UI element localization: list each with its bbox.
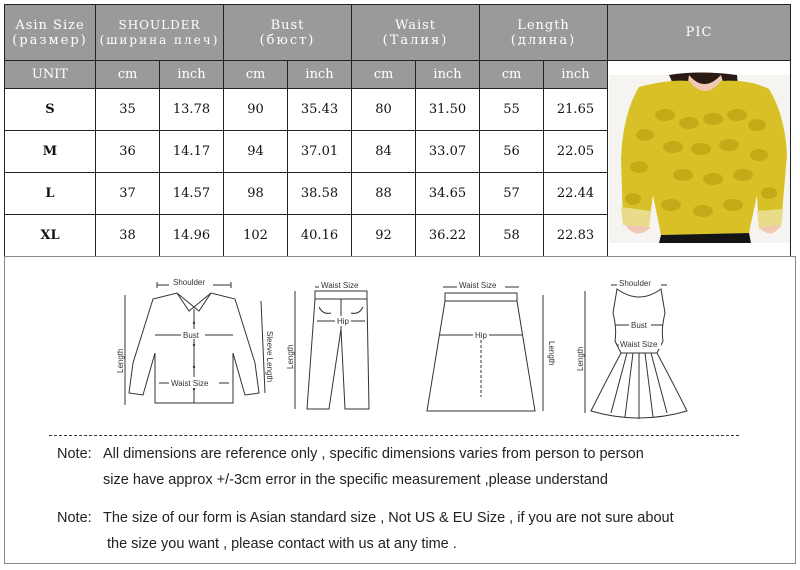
measurement-cell: 57 xyxy=(480,173,544,215)
header-length: Length (длина) xyxy=(480,5,608,61)
skirt-waist-label: Waist Size xyxy=(459,281,497,290)
measurement-cell: 88 xyxy=(352,173,416,215)
measurement-cell: 22.83 xyxy=(544,215,608,257)
shirt-sleeve-label: Sleeve Length xyxy=(265,331,274,383)
skirt-hip-label: Hip xyxy=(475,331,488,340)
shirt-shoulder-label: Shoulder xyxy=(173,278,206,287)
measurement-cell: 36 xyxy=(96,131,160,173)
size-label: XL xyxy=(5,215,96,257)
dress-shoulder-label: Shoulder xyxy=(619,279,652,288)
shirt-length-label: Length xyxy=(116,348,125,373)
skirt-diagram xyxy=(419,277,559,417)
dashed-divider xyxy=(49,435,739,436)
measurement-cell: 80 xyxy=(352,89,416,131)
measurement-cell: 38 xyxy=(96,215,160,257)
product-photo xyxy=(609,75,790,243)
shirt-diagram xyxy=(116,273,274,413)
measurement-cell: 34.65 xyxy=(416,173,480,215)
measurement-cell: 33.07 xyxy=(416,131,480,173)
measurement-cell: 58 xyxy=(480,215,544,257)
skirt-length-label: Length xyxy=(547,341,556,366)
measurement-cell: 14.96 xyxy=(160,215,224,257)
measurement-cell: 14.57 xyxy=(160,173,224,215)
note-2 xyxy=(57,509,674,527)
note-2-label: Note: xyxy=(57,510,92,526)
size-label: M xyxy=(5,131,96,173)
unit-cell: inch xyxy=(288,61,352,89)
measurement-cell: 14.17 xyxy=(160,131,224,173)
dress-length-label: Length xyxy=(576,346,585,371)
measurement-cell: 31.50 xyxy=(416,89,480,131)
unit-cell: inch xyxy=(544,61,608,89)
unit-cell: cm xyxy=(96,61,160,89)
yellow-blouse-image xyxy=(609,75,790,243)
dress-diagram xyxy=(577,273,697,423)
measurement-diagram-panel xyxy=(4,256,796,564)
note-1-line-1: All dimensions are reference only , specific dimensions varies from person to person xyxy=(103,446,644,462)
measurement-cell: 84 xyxy=(352,131,416,173)
header-waist: Waist (Талия) xyxy=(352,5,480,61)
unit-cell: cm xyxy=(224,61,288,89)
unit-cell: inch xyxy=(160,61,224,89)
measurement-cell: 22.44 xyxy=(544,173,608,215)
measurement-cell: 37 xyxy=(96,173,160,215)
measurement-cell: 55 xyxy=(480,89,544,131)
note-2-line-2: the size you want , please contact with us at any time . xyxy=(107,536,457,552)
size-chart-table xyxy=(4,4,791,257)
shirt-bust-label: Bust xyxy=(183,331,200,340)
pants-waist-label: Waist Size xyxy=(321,281,359,290)
measurement-cell: 40.16 xyxy=(288,215,352,257)
header-shoulder: SHOULDER (ширина плеч) xyxy=(96,5,224,61)
pants-diagram xyxy=(287,277,382,417)
measurement-cell: 35.43 xyxy=(288,89,352,131)
dress-bust-label: Bust xyxy=(631,321,648,330)
unit-cell: cm xyxy=(352,61,416,89)
measurement-cell: 13.78 xyxy=(160,89,224,131)
note-1 xyxy=(57,445,644,463)
header-size: Asin Size (размер) xyxy=(5,5,96,61)
measurement-cell: 38.58 xyxy=(288,173,352,215)
header-pic: PIC xyxy=(608,5,791,61)
measurement-cell: 37.01 xyxy=(288,131,352,173)
measurement-cell: 90 xyxy=(224,89,288,131)
note-2-line-1: The size of our form is Asian standard size , Not US & EU Size , if you are not sure about xyxy=(103,510,674,526)
measurement-cell: 21.65 xyxy=(544,89,608,131)
measurement-cell: 92 xyxy=(352,215,416,257)
pants-hip-label: Hip xyxy=(337,317,350,326)
header-bust: Bust (бюст) xyxy=(224,5,352,61)
measurement-cell: 56 xyxy=(480,131,544,173)
unit-cell: inch xyxy=(416,61,480,89)
measurement-cell: 102 xyxy=(224,215,288,257)
measurement-cell: 94 xyxy=(224,131,288,173)
dress-waist-label: Waist Size xyxy=(620,340,658,349)
unit-label: UNIT xyxy=(5,61,96,89)
measurement-cell: 98 xyxy=(224,173,288,215)
note-1-label: Note: xyxy=(57,446,92,462)
measurement-cell: 35 xyxy=(96,89,160,131)
measurement-cell: 36.22 xyxy=(416,215,480,257)
size-label: S xyxy=(5,89,96,131)
shirt-waist-label: Waist Size xyxy=(171,379,209,388)
note-2-continued xyxy=(57,535,457,553)
measurement-cell: 22.05 xyxy=(544,131,608,173)
note-1-continued xyxy=(57,471,608,489)
product-photo-cell xyxy=(608,61,791,257)
size-label: L xyxy=(5,173,96,215)
note-1-line-2: size have approx +/-3cm error in the specific measurement ,please understand xyxy=(103,472,608,488)
unit-cell: cm xyxy=(480,61,544,89)
pants-length-label: Length xyxy=(286,344,295,369)
